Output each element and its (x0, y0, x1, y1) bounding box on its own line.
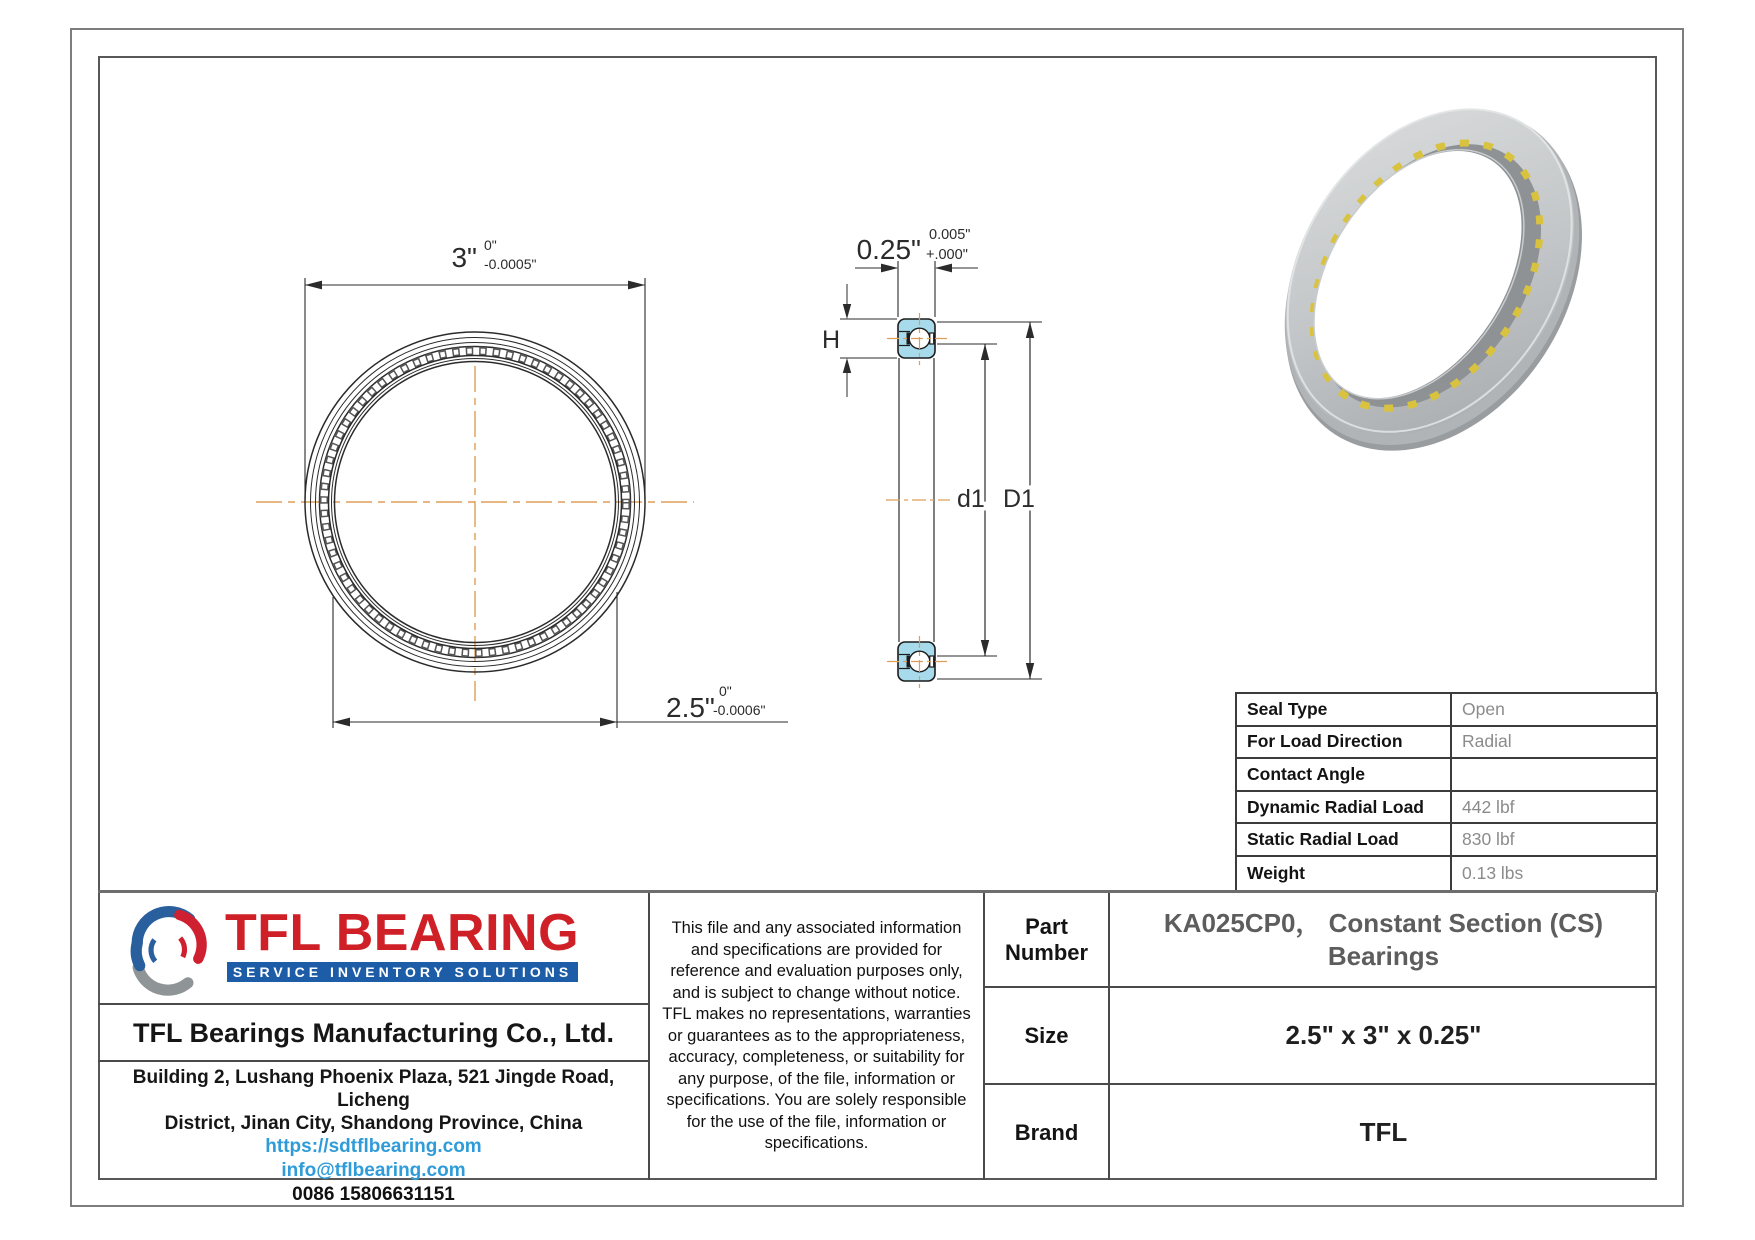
outer-dia-label: D1 (1003, 485, 1035, 513)
table-row (1237, 759, 1656, 792)
size-value: 2.5" x 3" x 0.25" (1285, 1020, 1482, 1050)
outer-dim-value: 3" (451, 242, 477, 273)
section-view-drawing (822, 227, 1042, 688)
width-dim-tol-lower: +.000" (926, 247, 968, 263)
bore-dim-value: 2.5" (666, 692, 715, 723)
arrowhead-down (843, 304, 851, 319)
spec-value: 0.13 lbs (1462, 862, 1524, 883)
size-label: Size (1024, 1022, 1069, 1048)
bore-dim-tol-lower: -0.0006" (713, 702, 766, 718)
width-dimension (855, 261, 978, 317)
inner-dia-label: d1 (957, 485, 985, 513)
company-name: TFL Bearings Manufacturing Co., Ltd. (132, 1017, 614, 1048)
arrowhead-right (628, 281, 645, 290)
bore-dim-tol-upper: 0" (719, 683, 732, 699)
spec-value: 830 lbf (1462, 829, 1515, 850)
spec-value (1452, 759, 1656, 790)
arrowhead-right (935, 264, 952, 273)
spec-label: Seal Type (1237, 694, 1452, 725)
top-ring-section (887, 313, 950, 365)
section-height-dimension (840, 284, 897, 397)
spec-label: Dynamic Radial Load (1237, 792, 1452, 823)
spec-label: Weight (1237, 857, 1452, 890)
bearing-3d-render (1220, 55, 1644, 507)
table-row (1237, 727, 1656, 760)
address-line-2: District, Jinan City, Shandong Province, China (164, 1113, 583, 1134)
part-number-value: KA025CP0， Constant Section (CS) Bearings (1163, 907, 1604, 971)
email-link[interactable]: info@tflbearing.com (281, 1160, 466, 1181)
spec-label: Static Radial Load (1237, 824, 1452, 855)
spec-table (1235, 692, 1658, 892)
arrowhead-up (843, 358, 851, 373)
bottom-ring-section (887, 636, 950, 688)
table-row (1237, 694, 1656, 727)
brand-label: Brand (1014, 1119, 1079, 1145)
website-link[interactable]: https://sdtflbearing.com (265, 1136, 482, 1157)
brand-tagline-banner: SERVICE INVENTORY SOLUTIONS (227, 962, 578, 982)
arrowhead-left (305, 281, 322, 290)
width-dim-tol-upper: 0.005" (929, 227, 971, 243)
address-line-1: Building 2, Lushang Phoenix Plaza, 521 Jingde Road, Licheng (132, 1067, 615, 1111)
spec-value: Radial (1462, 731, 1512, 752)
spec-label: For Load Direction (1237, 727, 1452, 758)
tfl-logo-icon (126, 903, 212, 999)
arrowhead-left (333, 718, 350, 727)
front-view-drawing (256, 237, 788, 728)
table-row (1237, 792, 1656, 825)
height-label: H (822, 326, 841, 354)
brand-wordmark: TFL BEARING (224, 904, 580, 962)
spec-value: 442 lbf (1462, 796, 1515, 817)
brand-value: TFL (1359, 1117, 1408, 1147)
outer-dim-tol-upper: 0" (484, 237, 497, 253)
phone-number: 0086 15806631151 (292, 1184, 455, 1205)
table-row (1237, 824, 1656, 857)
table-row (1237, 857, 1656, 890)
part-number-label: Part Number (1004, 913, 1089, 965)
arrowhead-right (600, 718, 617, 727)
spec-label: Contact Angle (1237, 759, 1452, 790)
width-dim-value: 0.25" (856, 234, 921, 265)
address-block (100, 1066, 647, 1206)
spec-value: Open (1462, 698, 1505, 719)
disclaimer-text: This file and any associated information and specifications are provided for reference and evaluation purposes only, and is subject to change without notice. TFL makes no representations, warranties or guarantees as to the appropriateness, accuracy, completeness, or suitability for any purpose, of the file, information or specifications. You are solely responsible for the use of the file, information or specifications. (662, 919, 971, 1153)
disclaimer-cell (650, 893, 983, 1180)
outer-dim-tol-lower: -0.0005" (484, 256, 537, 272)
